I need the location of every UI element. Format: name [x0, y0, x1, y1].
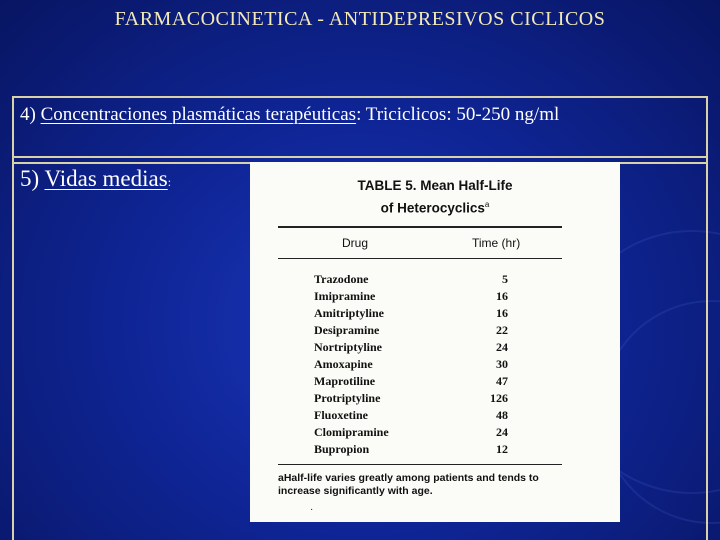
half-life-time: 24 [496, 340, 508, 354]
item-5-half-lives [20, 166, 171, 192]
half-life-time: 22 [496, 323, 508, 337]
half-life-time: 47 [496, 374, 508, 388]
half-life-table-image [250, 162, 620, 522]
drug-name: Desipramine [314, 323, 380, 337]
table-row [250, 289, 620, 306]
table-dot: · [310, 504, 314, 515]
drug-name: Trazodone [314, 272, 369, 286]
item-4-text: Triciclicos: 50-250 ng/ml [361, 104, 560, 125]
drug-name: Amoxapine [314, 357, 373, 371]
drug-name: Fluoxetine [314, 408, 368, 422]
table-row [250, 374, 620, 391]
half-life-time: 12 [496, 442, 508, 456]
table-body [250, 272, 620, 459]
row-divider [14, 156, 706, 158]
half-life-time: 16 [496, 289, 508, 303]
table-row [250, 272, 620, 289]
drug-name: Clomipramine [314, 425, 389, 439]
item-4-separator: : [356, 104, 362, 125]
table-row [250, 391, 620, 408]
half-life-time: 48 [496, 408, 508, 422]
table-footnote: aHalf-life varies greatly among patients and tends to increase significantly with age. [278, 472, 539, 497]
table-row [250, 340, 620, 357]
table-header-rule [278, 258, 562, 259]
drug-name: Bupropion [314, 442, 370, 456]
table-bottom-rule [278, 464, 562, 465]
table-caption-line2: of Heterocyclics [380, 200, 485, 216]
half-life-time: 24 [496, 425, 508, 439]
item-5-number: 5) [20, 166, 40, 191]
table-caption-line1: TABLE 5. Mean Half-Life [357, 178, 513, 193]
table-top-rule [278, 226, 562, 228]
item-5-separator: : [167, 175, 172, 189]
column-header-time: Time (hr) [472, 236, 521, 250]
item-4-number: 4) [20, 104, 36, 125]
drug-name: Maprotiline [314, 374, 376, 388]
half-life-time: 30 [496, 357, 508, 371]
table-row [250, 306, 620, 323]
table-row [250, 425, 620, 442]
item-5-label: Vidas medias [44, 166, 168, 191]
table-row [250, 442, 620, 459]
half-life-time: 126 [490, 391, 508, 405]
table-row [250, 357, 620, 374]
table-row [250, 408, 620, 425]
drug-name: Imipramine [314, 289, 376, 303]
drug-name: Amitriptyline [314, 306, 384, 320]
table-row [250, 323, 620, 340]
slide-title: FARMACOCINETICA - ANTIDEPRESIVOS CICLICOS [114, 8, 606, 30]
drug-name: Nortriptyline [314, 340, 382, 354]
half-life-time: 16 [496, 306, 508, 320]
half-life-time: 5 [502, 272, 508, 286]
item-4-plasma-concentrations [20, 103, 680, 126]
drug-name: Protriptyline [314, 391, 381, 405]
table-caption-marker: a [484, 200, 490, 209]
table-caption [250, 176, 620, 218]
column-header-drug: Drug [342, 236, 369, 250]
item-4-label: Concentraciones plasmáticas terapéuticas [40, 104, 357, 125]
